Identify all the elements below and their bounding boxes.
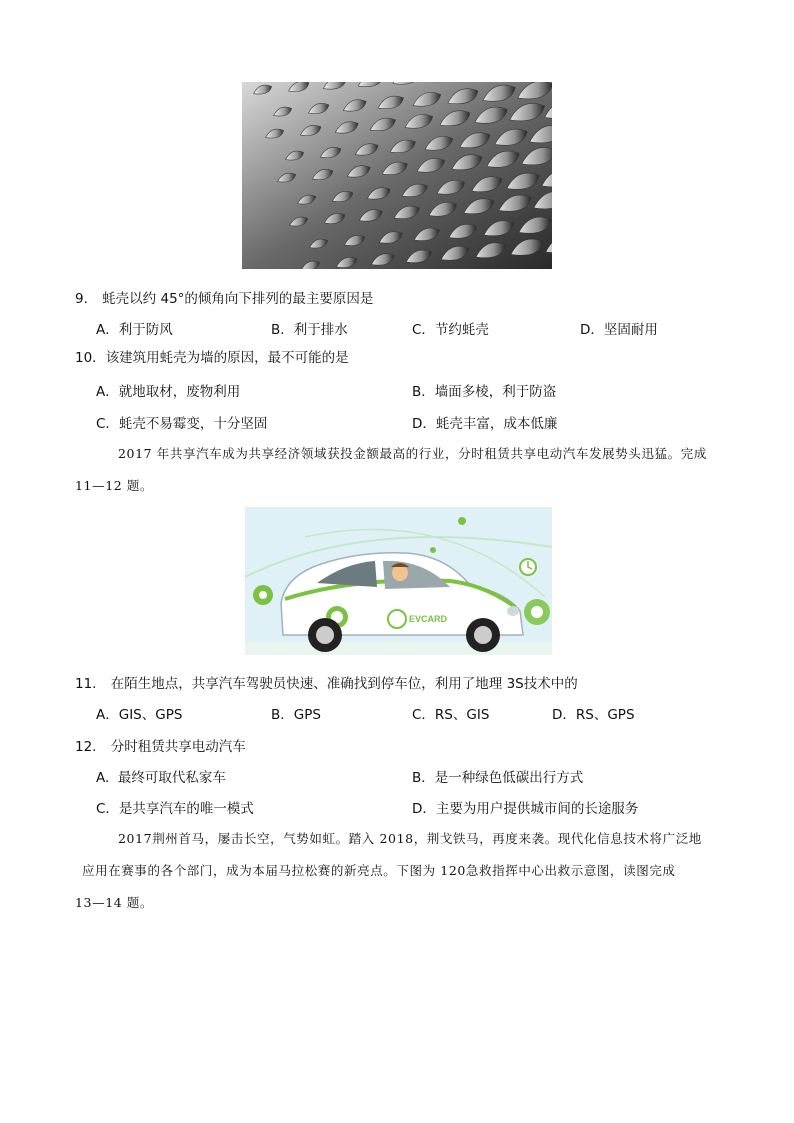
question-number: 10．	[75, 350, 106, 366]
q9-option-b[interactable]: B．利于排水	[271, 322, 348, 338]
driver-head	[392, 565, 408, 581]
q12-option-c[interactable]: C．是共享汽车的唯一模式	[96, 801, 254, 817]
question-text: 蚝壳以约 45°的倾角向下排列的最主要原因是	[102, 291, 374, 307]
front-wheel	[308, 618, 342, 652]
location-pin-icon	[253, 585, 273, 605]
q11-option-c[interactable]: C．RS、GIS	[412, 707, 490, 723]
passage-line: 13—14 题。	[75, 895, 154, 910]
q11-option-b[interactable]: B．GPS	[271, 707, 321, 723]
oyster-shell-wall-photo	[242, 82, 552, 269]
q12-option-b[interactable]: B．是一种绿色低碳出行方式	[412, 770, 584, 786]
question-number: 9.	[75, 291, 88, 307]
question-number: 12.	[75, 739, 97, 755]
question-text: 分时租赁共享电动汽车	[110, 739, 246, 755]
dot-icon	[430, 547, 436, 553]
question-9	[75, 287, 373, 307]
q10-option-d[interactable]: D．蚝壳丰富，成本低廉	[412, 416, 558, 432]
q11-option-a[interactable]: A．GIS、GPS	[96, 707, 183, 723]
q12-option-a[interactable]: A. 最终可取代私家车	[96, 770, 226, 786]
passage-line: 2017 年共享汽车成为共享经济领域获投金额最高的行业，分时租赁共享电动汽车发展势头迅猛。完成	[118, 446, 707, 461]
evcard-car-illustration	[245, 507, 552, 655]
q11-option-d[interactable]: D．RS、GPS	[552, 707, 635, 723]
evcard-brand-text: EVCARD	[409, 614, 448, 624]
question-number: 11.	[75, 676, 97, 692]
q9-option-c[interactable]: C．节约蚝壳	[412, 322, 489, 338]
q12-option-d[interactable]: D．主要为用户提供城市间的长途服务	[412, 801, 639, 817]
question-10	[75, 346, 349, 366]
question-text: 该建筑用蚝壳为墙的原因，最不可能的是	[105, 350, 349, 366]
location-pin-icon	[520, 559, 536, 575]
location-pin-icon	[524, 599, 550, 625]
passage-line: 11—12 题。	[75, 478, 154, 493]
rear-wheel	[466, 618, 500, 652]
question-text: 在陌生地点，共享汽车驾驶员快速、准确找到停车位，利用了地理 3S技术中的	[110, 676, 578, 692]
q10-option-c[interactable]: C．蚝壳不易霉变，十分坚固	[96, 416, 268, 432]
dot-icon	[458, 517, 466, 525]
oyster-shell-graphic	[242, 82, 552, 269]
car-graphic	[245, 507, 552, 655]
question-12	[75, 735, 246, 755]
q9-option-a[interactable]: A．利于防风	[96, 322, 173, 338]
q10-option-b[interactable]: B．墙面多棱，利于防盗	[412, 384, 557, 400]
question-11	[75, 672, 578, 692]
passage-line: 2017荆州首马，屡击长空，气势如虹。踏入 2018，荆戈铁马，再度来袭。现代化信息技术将广泛地	[118, 831, 702, 846]
passage-line: 应用在赛事的各个部门，成为本届马拉松赛的新亮点。下图为 120急救指挥中心出救示意图，读图完成	[82, 863, 676, 878]
q10-option-a[interactable]: A．就地取材，废物利用	[96, 384, 241, 400]
q9-option-d[interactable]: D．坚固耐用	[580, 322, 658, 338]
